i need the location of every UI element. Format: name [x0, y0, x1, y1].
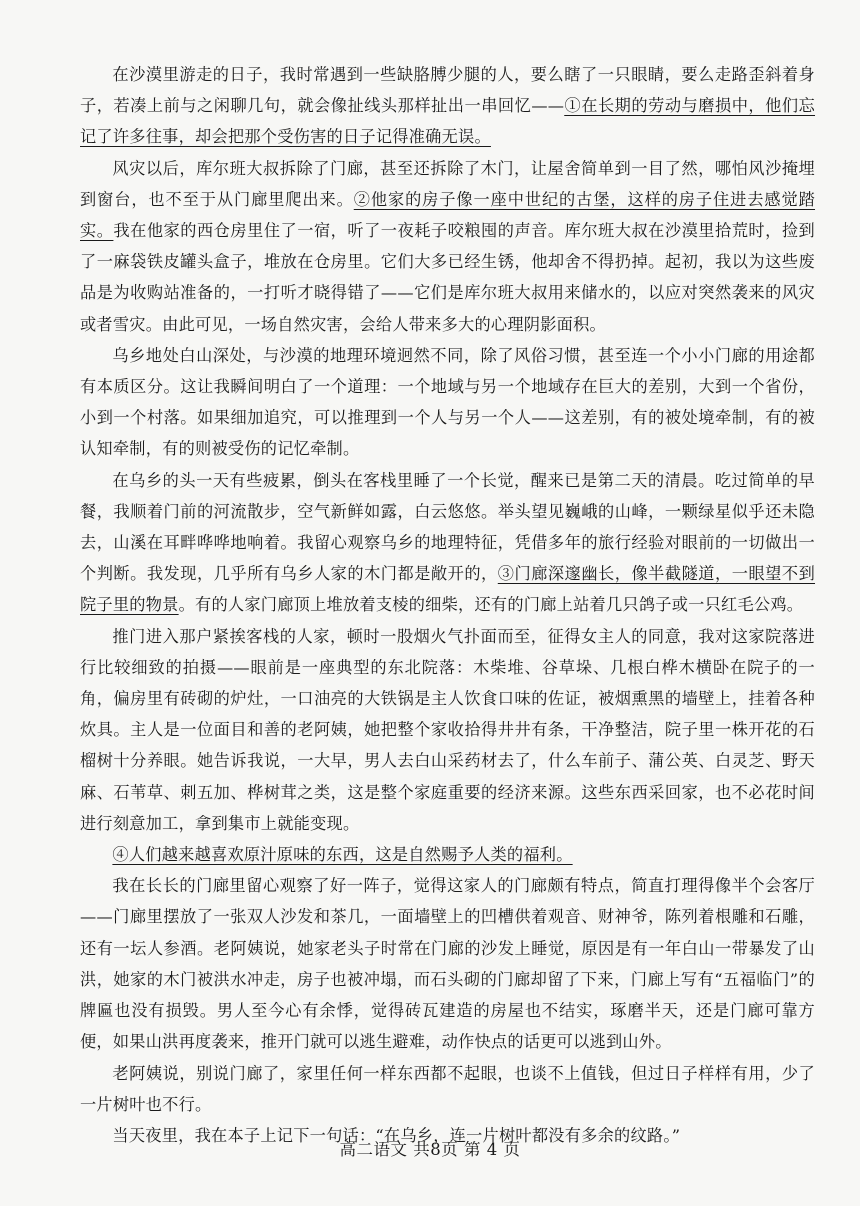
passage-paragraph: [80, 153, 815, 340]
paragraph-text: 在沙漠里游走的日子，我时常遇到一些缺胳膊少腿的人，要么瞎了一只眼睛，要么走路歪斜着身子，若凑上前与之闲聊几句，就会像扯线头那样扯出一串回忆——: [80, 65, 815, 116]
underlined-sentence: ④人们越来越喜欢原汁原味的东西，这是自然赐予人类的福利。: [112, 845, 573, 865]
underlined-sentence: ③门廊深邃幽长，像半截隧道，一眼望不到院子里的物景: [80, 564, 816, 615]
reading-passage: [80, 59, 815, 1151]
passage-paragraph: [80, 340, 815, 465]
paragraph-text: 我在他家的西仓房里住了一宿，听了一夜耗子咬粮囤的声音。库尔班大叔在沙漠里拾荒时，捡到了一麻袋铁皮罐头盒子，堆放在仓房里。它们大多已经生锈，他却舍不得扔掉。起初，我以为这些废品是为收购站准备的，一打听才晓得错了——它们是库尔班大叔用来储水的，以应对突然袭来的风灾或者雪灾。由此可见，一场自然灾害，会给人带来多大的心理阴影面积。: [80, 221, 815, 334]
underlined-sentence: ②他家的房子像一座中世纪的古堡，这样的房子住进去感觉踏实。: [80, 189, 816, 241]
passage-paragraph: [80, 59, 815, 153]
paragraph-text: 乌乡地处白山深处，与沙漠的地理环境迥然不同，除了风俗习惯，甚至连一个小小门廊的用途都有本质区分。这让我瞬间明白了一个道理：一个地域与另一个地域存在巨大的差别，大到一个省份，小到一个村落。如果细加追究，可以推理到一个人与另一个人——这差别，有的被处境牵制，有的被认知牵制，有的则被受伤的记忆牵制。: [80, 345, 815, 459]
paragraph-text: 老阿姨说，别说门廊了，家里任何一样东西都不起眼，也谈不上值钱，但过日子样样有用，少了一片树叶也不行。: [80, 1063, 815, 1114]
paragraph-text: 风灾以后，库尔班大叔拆除了门廊，甚至还拆除了木门，让屋舍简单到一目了然，哪怕风沙掩埋到窗台，也不至于从门廊里爬出来。: [80, 158, 815, 209]
page-footer: 高二语文 共8页 第 4 页: [339, 1140, 521, 1159]
paragraph-text: 推门进入那户紧挨客栈的人家，顿时一股烟火气扑面而至，征得女主人的同意，我对这家院落进行比较细致的拍摄——眼前是一座典型的东北院落：木柴堆、谷草垛、几根白桦木横卧在院子的一角，偏房里有砖砌的炉灶，一口油亮的大铁锅是主人饮食口味的佐证，被烟熏黑的墙壁上，挂着各种炊具。主人是一位面目和善的老阿姨，她把整个家收拾得井井有条，干净整洁，院子里一株开花的石榴树十分养眼。她告诉我说，一大早，男人去白山采药材去了，什么车前子、蒲公英、白灵芝、野天麻、石苇草、刺五加、桦树茸之类，这是整个家庭重要的经济来源。这些东西采回家，也不必花时间进行刻意加工，拿到集市上就能变现。: [80, 626, 815, 833]
paragraph-text: 我在长长的门廊里留心观察了好一阵子，觉得这家人的门廊颇有特点，简直打理得像半个会客厅——门廊里摆放了一张双人沙发和茶几，一面墙壁上的凹槽供着观音、财神爷，陈列着根雕和石雕，还有一坛人参酒。老阿姨说，她家老头子时常在门廊的沙发上睡觉，原因是有一年白山一带暴发了山洪，她家的木门被洪水冲走，房子也被冲塌，而石头砌的门廊却留了下来，门廊上写有“五福临门”的牌匾也没有损毁。男人至今心有余悸，觉得砖瓦建造的房屋也不结实，琢磨半天，还是门廊可靠方便，如果山洪再度袭来，推开门就可以逃生避难，动作快点的话更可以逃到山外。: [80, 876, 815, 1052]
passage-paragraph: [80, 621, 815, 839]
passage-paragraph: [80, 1058, 815, 1120]
underlined-sentence: ①在长期的劳动与磨损中，他们忘记了许多往事，却会把那个受伤害的日子记得准确无误。: [80, 96, 816, 147]
passage-paragraph: [80, 465, 815, 621]
paragraph-text: 在乌乡的头一天有些疲累，倒头在客栈里睡了一个长觉，醒来已是第二天的清晨。吃过简单的早餐，我顺着门前的河流散步，空气新鲜如露，白云悠悠。举头望见巍峨的山峰，一颗绿星似乎还未隐去，山溪在耳畔哗哗地响着。我留心观察乌乡的地理特征，凭借多年的旅行经验对眼前的一切做出一个判断。我发现，几乎所有乌乡人家的木门都是敞开的，: [80, 470, 815, 584]
paragraph-text: 当天夜里，我在本子上记下一句话：“在乌乡，连一片树叶都没有多余的纹路。”: [112, 1125, 681, 1145]
passage-paragraph: [80, 870, 815, 1057]
paragraph-text: 。有的人家门廊顶上堆放着支棱的细柴，还有的门廊上站着几只鸽子或一只红毛公鸡。: [178, 595, 804, 615]
passage-paragraph: [80, 839, 815, 870]
